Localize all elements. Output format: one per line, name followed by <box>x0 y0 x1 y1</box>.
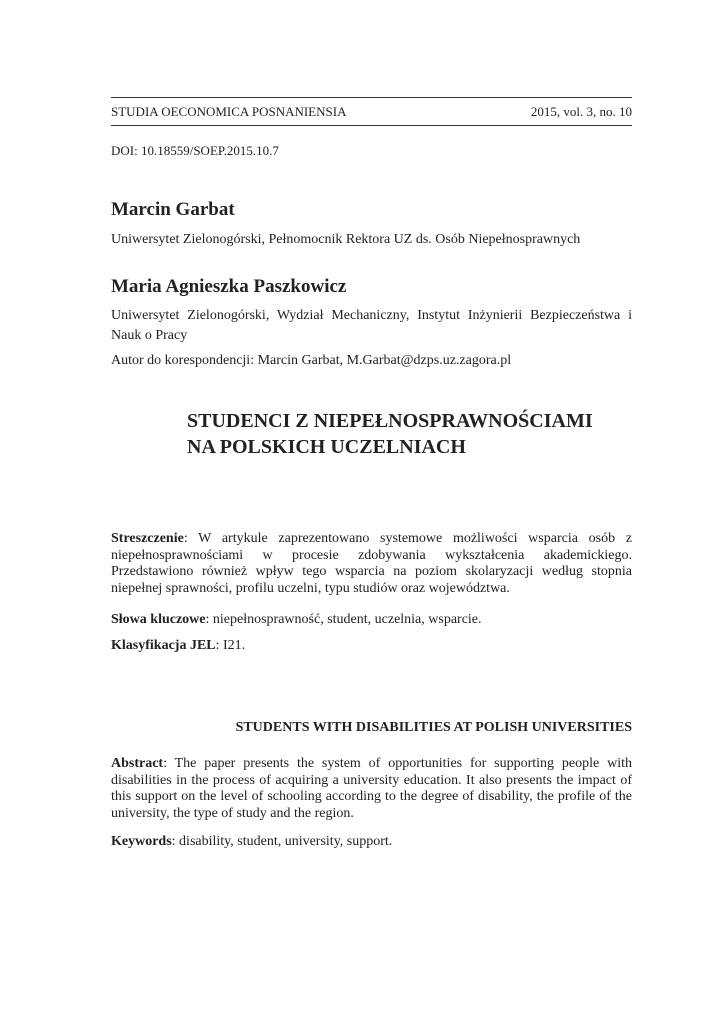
keywords-text: : disability, student, university, support. <box>171 834 393 849</box>
jel-label: Klasyfikacja JEL <box>111 638 216 653</box>
abstract-text: : The paper presents the system of opportunities for supporting people with disabilities in the process of acquiring a university education. It also presents the impact of this support on the level of schooling according to the degree of disability, the profile of the university, the type of study and the region. <box>111 756 632 821</box>
abstract-paragraph <box>111 756 632 822</box>
correspondence-note: Autor do korespondencji: Marcin Garbat, M.Garbat@dzps.uz.zagora.pl <box>111 353 512 368</box>
abstract-label: Abstract <box>111 756 164 771</box>
title-pl-line-1: STUDENCI Z NIEPEŁNOSPRAWNOŚCIAMI <box>187 410 593 432</box>
keywords-label: Keywords <box>111 834 172 849</box>
issue-info: 2015, vol. 3, no. 10 <box>530 104 632 119</box>
article-title-en: STUDENTS WITH DISABILITIES AT POLISH UNIVERSITIES <box>235 720 632 735</box>
jel-text: : I21. <box>215 638 246 653</box>
streszczenie-paragraph <box>111 531 632 597</box>
doi: DOI: 10.18559/SOEP.2015.10.7 <box>111 143 279 158</box>
streszczenie-text: : W artykule zaprezentowano systemowe możliwości wsparcia osób z niepełnosprawnościami w procesie zdobywania wykształcenia akademickiego. Przedstawiono również wpływ tego wsparcia na poziom skolaryzacji według stopnia niepełnej sprawności, profilu uczelni, typu studiów oraz województwa. <box>111 531 632 596</box>
author-name-2: Maria Agnieszka Paszkowicz <box>111 276 347 297</box>
running-header <box>111 104 632 120</box>
header-bottom-rule <box>111 125 632 126</box>
slowa-kluczowe-paragraph <box>111 612 632 629</box>
author-affiliation-2: Uniwersytet Zielonogórski, Wydział Mechaniczny, Instytut Inżynierii Bezpieczeństwa i Nauk o Pracy <box>111 308 632 343</box>
slowa-kluczowe-text: : niepełnosprawność, student, uczelnia, wsparcie. <box>205 612 482 627</box>
streszczenie-label: Streszczenie <box>111 531 184 546</box>
header-top-rule <box>111 97 632 98</box>
keywords-paragraph <box>111 834 632 851</box>
journal-name: STUDIA OECONOMICA POSNANIENSIA <box>111 104 347 119</box>
slowa-kluczowe-label: Słowa kluczowe <box>111 612 206 627</box>
title-pl-line-2: NA POLSKICH UCZELNIACH <box>187 436 466 458</box>
author-affiliation-1: Uniwersytet Zielonogórski, Pełnomocnik Rektora UZ ds. Osób Niepełnosprawnych <box>111 232 581 247</box>
author-name-1: Marcin Garbat <box>111 199 235 220</box>
jel-paragraph <box>111 638 632 655</box>
article-title-pl <box>187 408 632 460</box>
